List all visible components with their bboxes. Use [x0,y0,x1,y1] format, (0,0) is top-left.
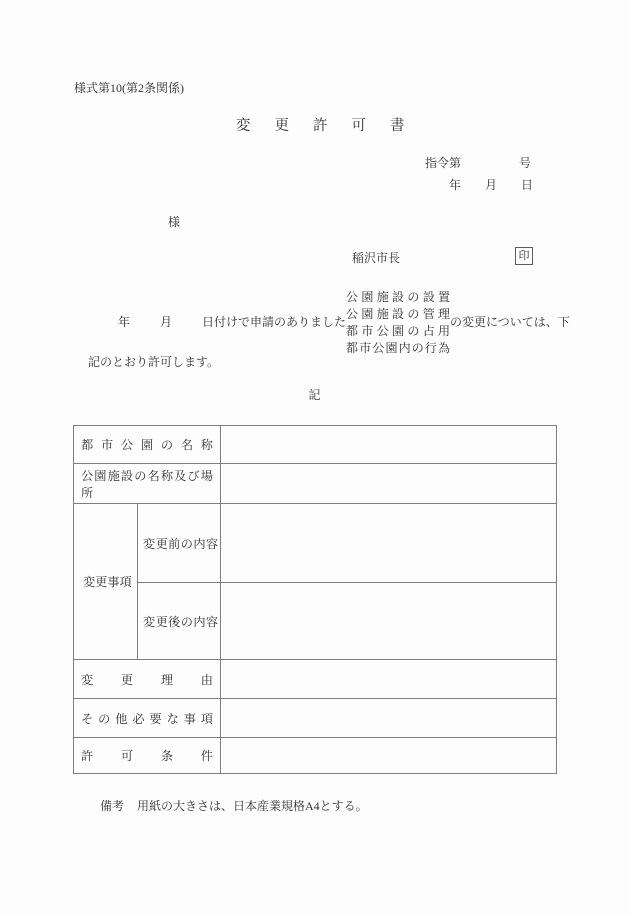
issuer-name: 稲沢市長 [352,251,401,265]
park-name-value [221,426,557,464]
change-reason-label: 変更理由 [74,660,221,699]
table-row-after-change [74,583,557,660]
facility-name-location-label: 公園施設の名称及び場所 [74,464,221,504]
facility-name-location-value [221,464,557,504]
table-row-facility-name [74,464,557,504]
table-row-park-name [74,426,557,464]
seal-stamp: 印 [515,247,533,265]
date-year-label: 年 [449,178,462,192]
other-items-label: その他必要な事項 [74,699,221,738]
body-month-label: 月 [160,315,173,330]
addressee-suffix: 様 [168,215,181,229]
before-change-value [221,504,557,583]
after-change-value [221,583,557,660]
date-month-label: 月 [484,178,497,192]
option-park-occupancy: 都市公園の占用 [346,324,451,338]
form-number: 様式第10(第2条関係) [74,81,184,95]
directive-prefix: 指令第 [425,156,462,170]
table-row-other-items [74,699,557,738]
remarks-label: 備考 [100,798,125,813]
permit-details-table [73,425,557,774]
directive-suffix: 号 [518,156,531,170]
document-title: 変更許可書 [236,118,429,134]
remarks-note [88,786,368,827]
directive-number-line [425,157,531,171]
body-year-label: 年 [118,315,131,330]
table-row-change-reason [74,660,557,699]
issue-date-line [449,179,533,193]
other-items-value [221,699,557,738]
body-post-text: の変更については、下 [450,315,570,330]
option-facility-management: 公園施設の管理 [346,307,451,322]
body-paragraph-line1 [118,289,570,357]
option-facility-establishment: 公園施設の設置 [346,290,451,305]
after-change-label: 変更後の内容 [138,583,221,660]
record-marker: 記 [308,388,322,402]
before-change-label: 変更前の内容 [138,504,221,583]
permit-conditions-value [221,738,557,774]
table-row-permit-conditions [74,738,557,774]
remarks-text: 用紙の大きさは、日本産業規格A4とする。 [137,798,368,813]
change-reason-value [221,660,557,699]
option-activity-in-park: 都市公園内の行為 [346,340,451,355]
permit-conditions-label: 許可条件 [74,738,221,774]
table-row-before-change [74,504,557,583]
change-type-options [346,289,450,356]
change-items-label: 変更事項 [74,504,138,660]
park-name-label: 都市公園の名称 [74,426,221,464]
body-applied-text: 日付けで申請のありました [202,315,347,330]
date-day-label: 日 [520,178,533,192]
body-paragraph-line2: 記のとおり許可します。 [88,355,220,369]
